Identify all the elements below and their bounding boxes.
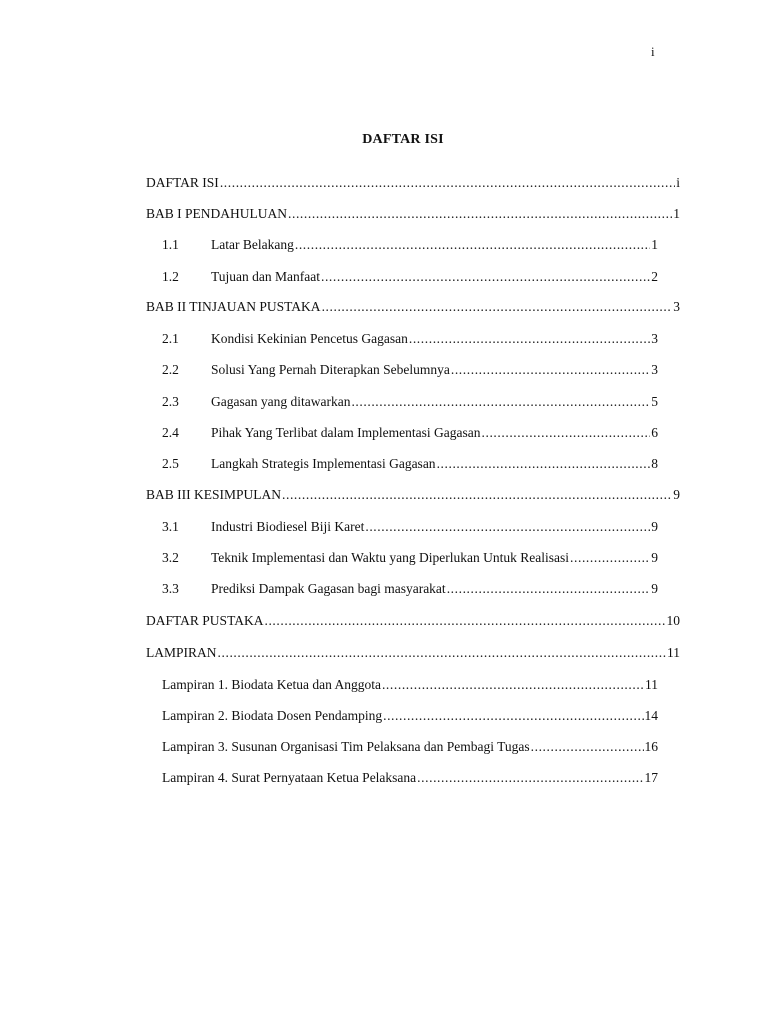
toc-entry-label: Solusi Yang Pernah Diterapkan Sebelumnya xyxy=(211,362,450,377)
dot-leader xyxy=(218,642,666,664)
toc-entry xyxy=(162,578,658,600)
toc-entry xyxy=(162,453,658,475)
dot-leader xyxy=(437,453,651,475)
dot-leader xyxy=(447,578,651,600)
toc-entry-label: Industri Biodiesel Biji Karet xyxy=(211,519,365,534)
toc-entry-number: 3.3 xyxy=(162,581,179,596)
toc-entry xyxy=(162,547,658,569)
dot-leader xyxy=(531,736,644,758)
toc-entry-label: Pihak Yang Terlibat dalam Implementasi Gagasan xyxy=(211,425,481,440)
toc-entry-page: 1 xyxy=(673,206,680,221)
toc-entry-number: 1.1 xyxy=(162,237,179,252)
toc-entry xyxy=(162,705,658,727)
toc-entry xyxy=(146,642,680,664)
toc-entry-number: 2.2 xyxy=(162,362,179,377)
dot-leader xyxy=(482,422,651,444)
dot-leader xyxy=(570,547,650,569)
toc-entry-label: DAFTAR PUSTAKA xyxy=(146,613,264,628)
toc-entry-label: BAB II TINJAUAN PUSTAKA xyxy=(146,299,321,314)
page-title: DAFTAR ISI xyxy=(362,132,444,147)
toc-entry-number: 2.3 xyxy=(162,394,179,409)
toc-entry-label: Kondisi Kekinian Pencetus Gagasan xyxy=(211,331,408,346)
toc-entry-label: Tujuan dan Manfaat xyxy=(211,269,320,284)
dot-leader xyxy=(451,359,650,381)
page-number: i xyxy=(651,44,655,59)
toc-entry-label: BAB I PENDAHULUAN xyxy=(146,206,287,221)
toc-entry-page: 9 xyxy=(651,581,658,596)
toc-entry xyxy=(162,767,658,789)
toc-entry-label: Lampiran 4. Surat Pernyataan Ketua Pelaksana xyxy=(162,770,417,785)
toc-entry xyxy=(162,516,658,538)
toc-entry-label: Prediksi Dampak Gagasan bagi masyarakat xyxy=(211,581,446,596)
dot-leader xyxy=(351,391,650,413)
toc-entry-page: 9 xyxy=(651,519,658,534)
toc-entry xyxy=(162,422,658,444)
toc-entry-label: LAMPIRAN xyxy=(146,645,217,660)
toc-entry-page: i xyxy=(676,175,680,190)
toc-entry-page: 9 xyxy=(673,487,680,502)
dot-leader xyxy=(288,203,672,225)
dot-leader xyxy=(264,610,665,632)
toc-entry-page: 6 xyxy=(651,425,658,440)
toc-entry xyxy=(146,172,680,194)
toc-entry xyxy=(162,328,658,350)
toc-entry xyxy=(162,674,658,696)
toc-entry-number: 2.4 xyxy=(162,425,179,440)
toc-entry xyxy=(162,359,658,381)
toc-entry-page: 11 xyxy=(645,677,658,692)
toc-entry-page: 5 xyxy=(651,394,658,409)
dot-leader xyxy=(322,296,673,318)
toc-entry-page: 14 xyxy=(644,708,658,723)
toc-entry-label: Gagasan yang ditawarkan xyxy=(211,394,351,409)
toc-entry-page: 17 xyxy=(644,770,658,785)
toc-entry xyxy=(146,296,680,318)
toc-entry-page: 3 xyxy=(651,331,658,346)
toc-entry-label: Lampiran 1. Biodata Ketua dan Anggota xyxy=(162,677,381,692)
toc-entry-page: 3 xyxy=(651,362,658,377)
toc-entry-number: 3.2 xyxy=(162,550,179,565)
toc-entry-label: Lampiran 3. Susunan Organisasi Tim Pelaksana dan Pembagi Tugas xyxy=(162,739,530,754)
dot-leader xyxy=(295,234,650,256)
toc-entry-page: 2 xyxy=(651,269,658,284)
toc-entry-number: 1.2 xyxy=(162,269,179,284)
toc-entry xyxy=(162,391,658,413)
toc-entry-number: 3.1 xyxy=(162,519,179,534)
toc-entry xyxy=(146,610,680,632)
dot-leader xyxy=(220,172,675,194)
toc-entry-label: DAFTAR ISI xyxy=(146,175,219,190)
dot-leader xyxy=(282,484,672,506)
toc-entry xyxy=(162,736,658,758)
toc-entry-page: 9 xyxy=(651,550,658,565)
dot-leader xyxy=(321,266,650,288)
dot-leader xyxy=(417,767,643,789)
toc-entry-number: 2.1 xyxy=(162,331,179,346)
toc-entry-label: Langkah Strategis Implementasi Gagasan xyxy=(211,456,436,471)
dot-leader xyxy=(365,516,650,538)
toc-entry xyxy=(162,266,658,288)
toc-entry xyxy=(162,234,658,256)
toc-entry-page: 8 xyxy=(651,456,658,471)
dot-leader xyxy=(409,328,650,350)
toc-entry-page: 3 xyxy=(673,299,680,314)
toc-entry-label: Lampiran 2. Biodata Dosen Pendamping xyxy=(162,708,383,723)
toc-entry-number: 2.5 xyxy=(162,456,179,471)
dot-leader xyxy=(382,674,644,696)
dot-leader xyxy=(383,705,643,727)
toc-entry-page: 11 xyxy=(667,645,680,660)
toc-entry xyxy=(146,203,680,225)
toc-entry xyxy=(146,484,680,506)
toc-entry-label: Teknik Implementasi dan Waktu yang Diperlukan Untuk Realisasi xyxy=(211,550,570,565)
toc-entry-page: 1 xyxy=(651,237,658,252)
toc-entry-label: BAB III KESIMPULAN xyxy=(146,487,281,502)
toc-entry-page: 10 xyxy=(666,613,680,628)
toc-entry-label: Latar Belakang xyxy=(211,237,294,252)
toc-entry-page: 16 xyxy=(644,739,658,754)
